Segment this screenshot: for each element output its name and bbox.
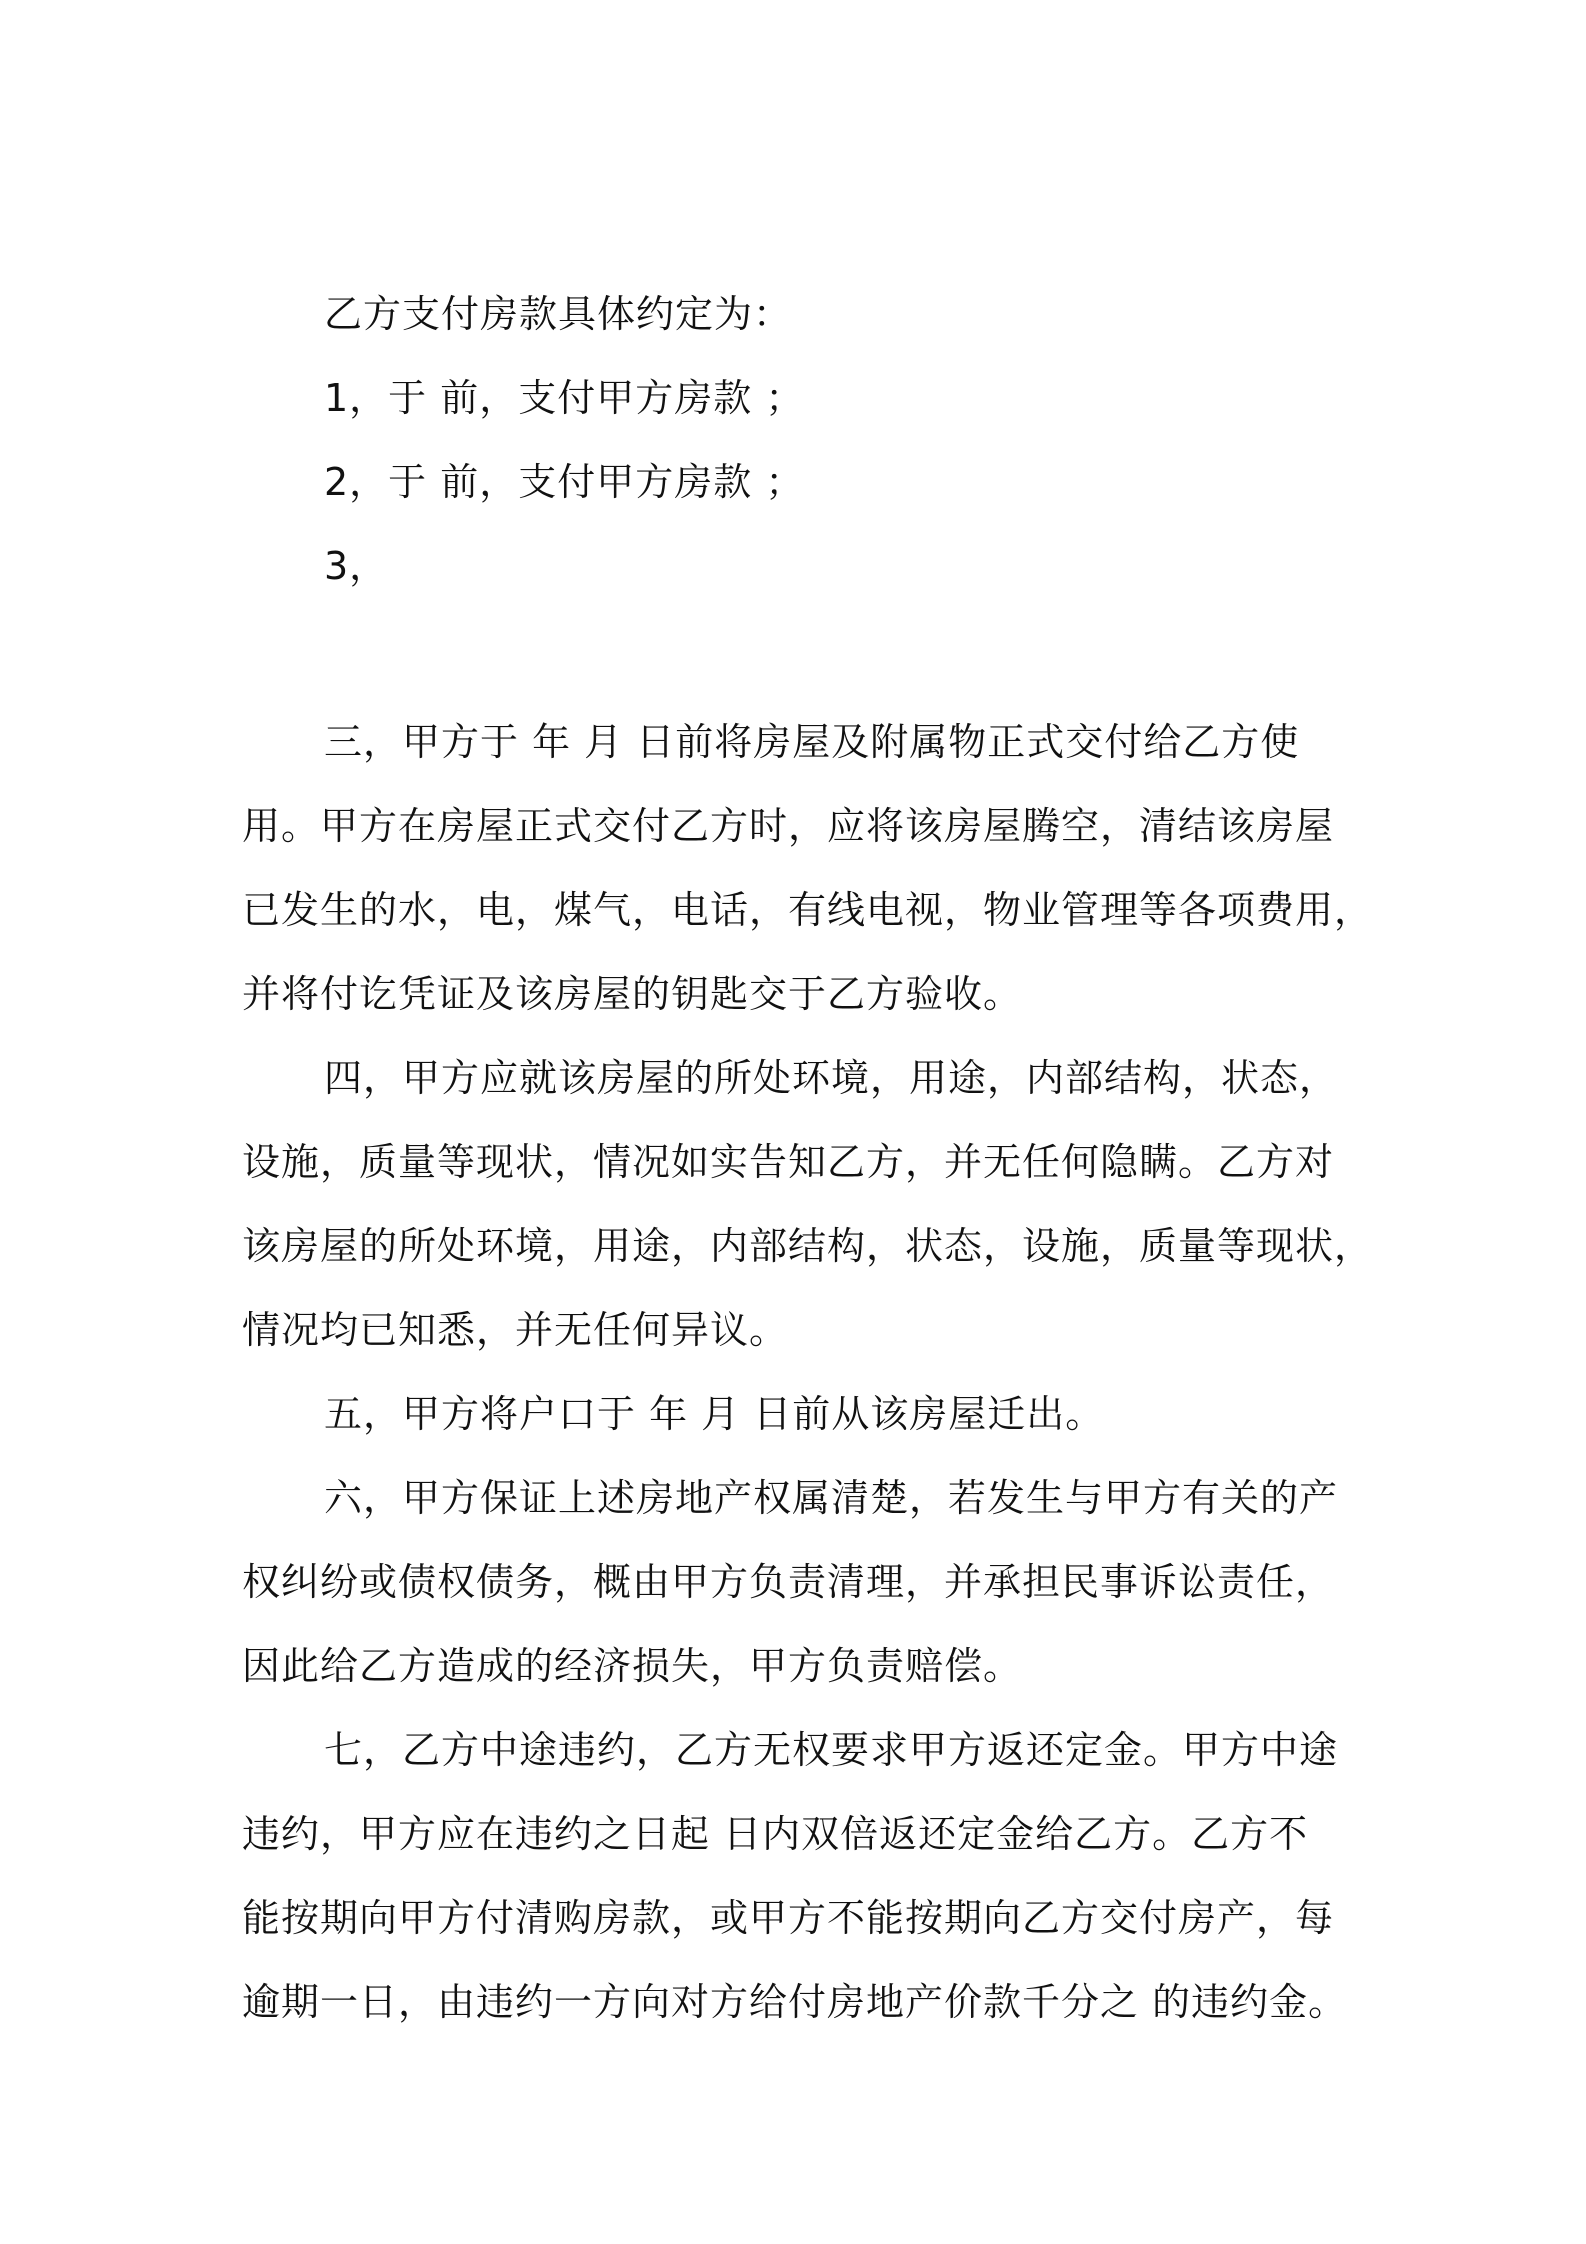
clause-3-line: 已发生的水，电，煤气，电话，有线电视，物业管理等各项费用， <box>242 888 1374 932</box>
clause-4-line: 四，甲方应就该房屋的所处环境，用途，内部结构，状态， <box>324 1056 1339 1100</box>
payment-intro: 乙方支付房款具体约定为： <box>324 292 793 336</box>
clause-4-line: 设施，质量等现状，情况如实告知乙方，并无任何隐瞒。乙方对 <box>242 1140 1335 1184</box>
clause-5-line: 五，甲方将户口于 年 月 日前从该房屋迁出。 <box>324 1392 1105 1436</box>
clause-7 <box>242 1708 1362 2044</box>
payment-item-3: 3， <box>324 544 389 588</box>
clause-7-line: 违约，甲方应在违约之日起 日内双倍返还定金给乙方。乙方不 <box>242 1812 1309 1856</box>
clause-6-line: 权纠纷或债权债务，概由甲方负责清理，并承担民事诉讼责任， <box>242 1560 1335 1604</box>
clause-6 <box>242 1456 1362 1708</box>
clause-4-line: 该房屋的所处环境，用途，内部结构，状态，设施，质量等现状， <box>242 1224 1374 1268</box>
clause-4 <box>242 1036 1374 1372</box>
clause-6-line: 六，甲方保证上述房地产权属清楚，若发生与甲方有关的产 <box>324 1476 1339 1520</box>
payment-item-2: 2，于 前，支付甲方房款 ； <box>324 460 805 504</box>
clause-6-line: 因此给乙方造成的经济损失，甲方负责赔偿。 <box>242 1644 1023 1688</box>
clause-3-line: 三，甲方于 年 月 日前将房屋及附属物正式交付给乙方使 <box>324 720 1300 764</box>
clause-4-line: 情况均已知悉，并无任何异议。 <box>242 1308 789 1352</box>
clause-7-line: 七，乙方中途违约，乙方无权要求甲方返还定金。甲方中途 <box>324 1728 1339 1772</box>
clause-7-line: 逾期一日，由违约一方向对方给付房地产价款千分之 的违约金。 <box>242 1980 1348 2024</box>
clause-3 <box>242 700 1374 1036</box>
clause-3-line: 用。甲方在房屋正式交付乙方时，应将该房屋腾空，清结该房屋 <box>242 804 1335 848</box>
payment-item-1: 1，于 前，支付甲方房款 ； <box>324 376 805 420</box>
clause-3-line: 并将付讫凭证及该房屋的钥匙交于乙方验收。 <box>242 972 1023 1016</box>
clause-7-line: 能按期向甲方付清购房款，或甲方不能按期向乙方交付房产，每 <box>242 1896 1335 1940</box>
clause-5 <box>242 1372 1362 1456</box>
